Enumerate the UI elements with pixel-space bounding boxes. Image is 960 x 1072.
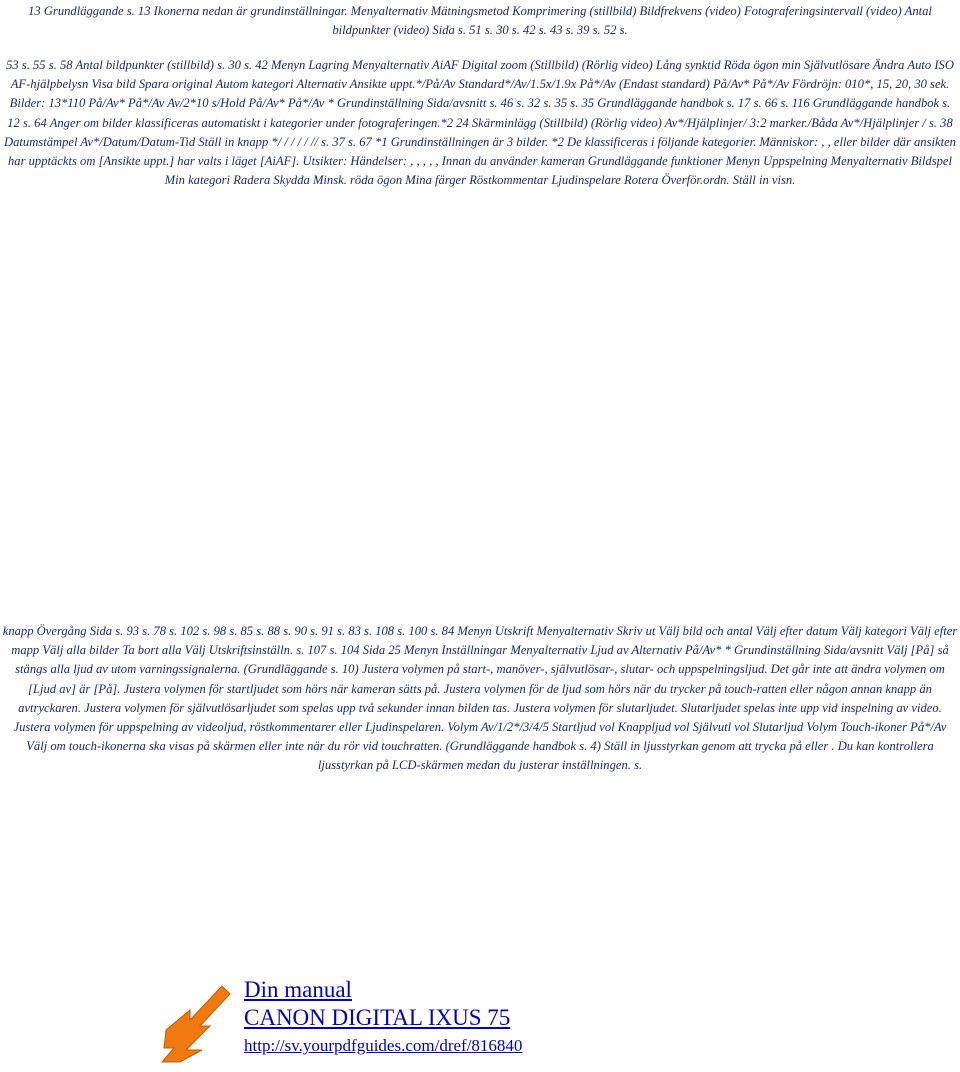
product-link[interactable]: CANON DIGITAL IXUS 75	[244, 1005, 511, 1030]
url-link[interactable]: http://sv.yourpdfguides.com/dref/816840	[244, 1036, 523, 1055]
paragraph-2: 53 s. 55 s. 58 Antal bildpunkter (stillbild) s. 30 s. 42 Menyn Lagring Menyalternativ AiAF Digital zoom (Stillbild) (Rörlig video) Lång synktid Röda ögon min Självutlösare Ändra Auto ISO AF-hjälpbelysn Visa bild Spara original Autom kategori Alternativ Ansikte uppt.*/På/Av Standard*/Av/1.5x/1.9x På*/Av (Endast standard) På/Av* På*/Av Fördröjn: 010*, 15, 20, 30 sek. Bilder: 13*110 På/Av* På*/Av Av/2*10 s/Hold På/Av* På*/Av * Grundinställning Sida/avsnitt s. 46 s. 32 s. 35 s. 35 Grundläggande handbok s. 17 s. 66 s. 116 Grundläggande handbok s. 12 s. 64 Anger om bilder klassificeras automatiskt i kategorier under fotograferingen.*2 24 Skärminlägg (Stillbild) (Rörlig video) Av*/Hjälplinjer/ 3:2 marker./Båda Av*/Hjälplinjer / s. 38 Datumstämpel Av*/Datum/Datum-Tid Ställ in knapp */ / / / / // s. 37 s. 67 *1 Grundinställningen är 3 bilder. *2 De klassificeras i följande kategorier. Människor: , , eller bilder där ansikten har upptäckts om [Ansikte uppt.] har valts i läget [AiAF]. Utsikter: Händelser: , , , , , Innan du använder kameran Grundläggande funktioner Menyn Uppspelning Menyalternativ Bildspel Min kategori Radera Skydda Minsk. röda ögon Mina färger Röstkommentar Ljudinspelare Rotera Överför.ordn. Ställ in visn.	[4, 58, 956, 188]
download-arrow-icon	[160, 976, 236, 1064]
paragraph-1: 13 Grundläggande s. 13 Ikonerna nedan är grundinställningar. Menyalternativ Mätningsmetod Komprimering (stillbild) Bildfrekvens (video) Fotograferingsintervall (video) Antal bildpunkter (video) Sida s. 51 s. 30 s. 42 s. 43 s. 39 s. 52 s.	[28, 4, 932, 38]
manual-link[interactable]: Din manual	[244, 977, 352, 1002]
paragraph-3: knapp Övergång Sida s. 93 s. 78 s. 102 s. 98 s. 85 s. 88 s. 90 s. 91 s. 83 s. 108 s. 100 s. 84 Menyn Utskrift Menyalternativ Skriv ut Välj bild och antal Välj efter datum Välj kategori Välj efter mapp Välj alla bilder Ta bort alla Välj Utskriftsinställn. s. 107 s. 104 Sida 25 Menyn Inställningar Menyalternativ Ljud av Alternativ På/Av* * Grundinställning Sida/avsnitt Välj [På] så stängs alla ljud av utom varningssignalerna. (Grundläggande s. 10) Justera volymen på start-, manöver-, självutlösar-, slutar- och uppspelningsljud. Det går inte att ändra volymen om [Ljud av] är [På]. Justera volymen för startljudet som hörs när kameran sätts på. Justera volymen för de ljud som hörs när du trycker på touch-ratten eller någon annan knapp än avtryckaren. Justera volymen för självutlösarljudet som spelas upp två sekunder innan bilden tas. Justera volymen för slutarljudet. Slutarljudet spelas inte upp vid inspelning av video. Justera volymen för uppspelning av videoljud, röstkommentarer eller Ljudinspelaren. Volym Av/1/2*/3/4/5 Startljud vol Knappljud vol Självutl vol Slutarljud Volym Touch-ikoner På*/Av Välj om touch-ikonerna ska visas på skärmen eller inte när du rör vid touchratten. (Grundläggande handbok s. 4) Ställ in ljusstyrkan genom att trycka på eller . Du kan kontrollera ljusstyrkan på LCD-skärmen medan du justerar inställningen. s.	[2, 624, 958, 773]
footer-links	[244, 976, 522, 1058]
footer	[160, 976, 960, 1072]
